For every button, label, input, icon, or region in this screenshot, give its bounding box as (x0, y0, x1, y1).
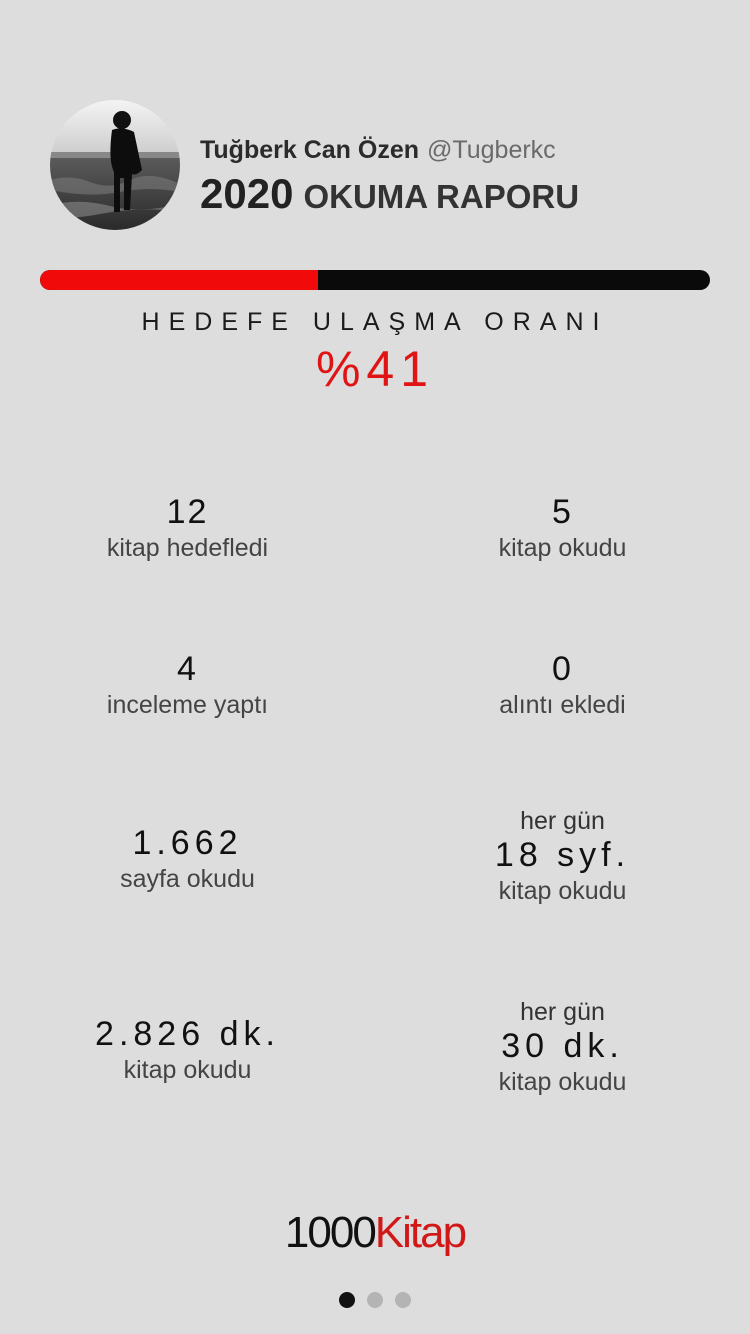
stat-minutes (0, 1015, 375, 1087)
stat-label: kitap okudu (498, 534, 627, 562)
stat-value: 4 (177, 650, 198, 688)
stat-value: 1.662 (132, 824, 243, 862)
stat-value: 18 syf. (494, 836, 631, 874)
page-indicator[interactable] (0, 1292, 750, 1308)
stat-value: 2.826 dk. (95, 1015, 280, 1053)
stat-label: kitap okudu (498, 877, 627, 905)
brand-logo-word: Kitap (374, 1208, 466, 1257)
stat-value: 12 (166, 493, 209, 531)
stat-label: sayfa okudu (120, 865, 255, 893)
stat-label: inceleme yaptı (106, 691, 269, 719)
stat-label: kitap hedefledi (106, 534, 269, 562)
stat-read-books (375, 493, 750, 565)
stat-reviews (0, 650, 375, 722)
stat-pages-daily (375, 806, 750, 908)
goal-progress-bar (40, 270, 710, 290)
profile-header (50, 100, 710, 232)
report-title-text: OKUMA RAPORU (303, 178, 580, 215)
stat-label: kitap okudu (123, 1056, 252, 1084)
user-name-line (200, 136, 556, 165)
user-handle[interactable]: @Tugberkc (427, 136, 556, 164)
stat-minutes-daily (375, 997, 750, 1099)
page-dot-3[interactable] (395, 1292, 411, 1308)
goal-label: HEDEFE ULAŞMA ORANI (141, 308, 609, 336)
stat-prefix: her gün (520, 807, 605, 835)
stat-label: kitap okudu (498, 1068, 627, 1096)
avatar[interactable] (50, 100, 180, 230)
stat-label: alıntı ekledi (499, 691, 626, 719)
report-title (200, 170, 579, 218)
stat-pages (0, 824, 375, 896)
stat-value: 5 (552, 493, 573, 531)
user-name[interactable]: Tuğberk Can Özen (200, 136, 420, 164)
brand-logo-number: 1000 (284, 1208, 375, 1257)
page-dot-2[interactable] (367, 1292, 383, 1308)
page-dot-1[interactable] (339, 1292, 355, 1308)
stat-value: 0 (552, 650, 573, 688)
brand-logo[interactable] (0, 1208, 750, 1258)
stat-quotes (375, 650, 750, 722)
stat-prefix: her gün (520, 998, 605, 1026)
stat-target-books (0, 493, 375, 565)
report-year: 2020 (200, 170, 294, 217)
stat-value: 30 dk. (501, 1027, 624, 1065)
goal-value: %41 (315, 341, 435, 397)
goal-progress-fill (40, 270, 318, 290)
